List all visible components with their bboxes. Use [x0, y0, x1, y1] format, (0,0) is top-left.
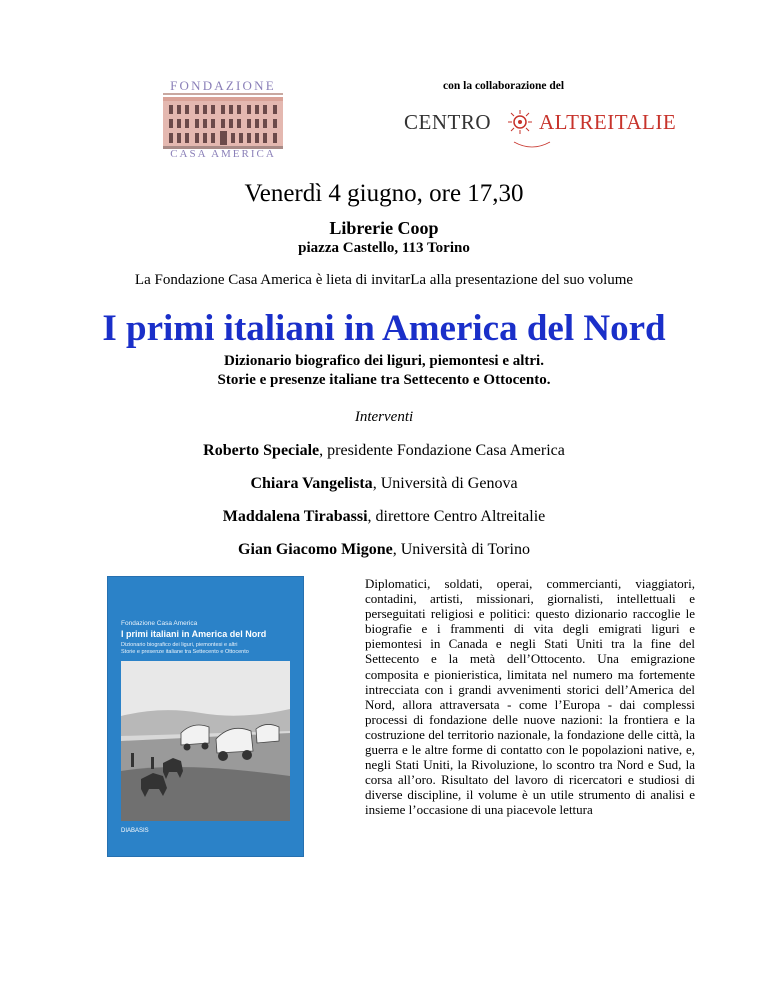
speaker-name: Chiara Vangelista	[250, 475, 373, 492]
speaker-role: , Università di Genova	[372, 475, 518, 492]
building-facade-icon	[163, 93, 283, 149]
speaker-name: Maddalena Tirabassi	[222, 508, 368, 525]
altreitalie-word: ALTREITALIE	[539, 110, 677, 134]
fondazione-logo-bottom-text: CASA AMERICA	[170, 148, 276, 160]
speaker-name: Gian Giacomo Migone	[238, 541, 393, 558]
logo-flourish-icon	[512, 138, 552, 152]
interventi-heading: Interventi	[354, 409, 414, 425]
cover-publisher-brand: DIABASIS	[121, 828, 149, 834]
book-description: Diplomatici, soldati, operai, commercianti, viaggiatori, contadini, artisti, missionari, giornalisti, intellettuali e perseguitati religiosi e politici: questo dizionario raccoglie le biografie e i frammenti di vita degli emigrati liguri e piemontesi in Canada e negli Stati Uniti tra la fine del Settecento e la metà dell’Ottocento. Una emigrazione composita e pionieristica, limitata nel numero ma fortemente intrecciata con i grandi avvenimenti storici dell’America del Nord, allora attraversata - come l’Europa - dai complessi processi di fondazione delle nuove nazioni: la frontiera e la costruzione del territorio nazionale, la fondazione delle città, la guerra e le altre forme di contatto con le popolazioni native, e, negli Stati Uniti, la Rivoluzione, lo scontro tra Nord e Sud, la corsa all’oro. Risultato del lavoro di ricercatori e studiosi di diverse discipline, il volume è un utile strumento di analisi e insieme l’occasione di una piacevole lettura	[365, 576, 695, 818]
speaker-role: , direttore Centro Altreitalie	[367, 508, 546, 525]
invitation-text: La Fondazione Casa America è lieta di invitarLa alla presentazione del suo volume	[134, 272, 634, 288]
speaker-line	[0, 442, 768, 460]
event-venue: Librerie Coop	[329, 218, 439, 238]
speaker-line	[0, 508, 768, 526]
cover-subtitle-1: Dizionario biografico dei liguri, piemontesi e altri	[121, 642, 238, 648]
book-subtitle-2: Storie e presenze italiane tra Settecento e Ottocento.	[217, 372, 551, 388]
fondazione-casa-america-logo	[160, 78, 286, 164]
speaker-name: Roberto Speciale	[203, 442, 320, 459]
speaker-line	[0, 541, 768, 559]
book-cover-image	[107, 576, 304, 857]
cover-subtitle-2: Storie e presenze italiane tra Settecento e Ottocento	[121, 649, 249, 655]
speaker-line	[0, 475, 768, 493]
speaker-role: , presidente Fondazione Casa America	[319, 442, 565, 459]
speaker-role: , Università di Torino	[392, 541, 530, 558]
event-address: piazza Castello, 113 Torino	[298, 240, 470, 256]
centro-altreitalie-logo	[404, 104, 684, 154]
event-date: Venerdì 4 giugno, ore 17,30	[244, 180, 524, 207]
book-subtitle-1: Dizionario biografico dei liguri, piemontesi e altri.	[224, 353, 544, 369]
sun-swirl-icon	[501, 106, 539, 140]
cover-publisher-line: Fondazione Casa America	[121, 620, 198, 627]
collaboration-label: con la collaborazione del	[443, 80, 565, 92]
wagon-train-engraving	[121, 661, 290, 821]
fondazione-logo-top-text: FONDAZIONE	[170, 78, 276, 93]
book-title: I primi italiani in America del Nord	[102, 308, 666, 349]
cover-title: I primi italiani in America del Nord	[121, 629, 267, 639]
centro-word: CENTRO	[404, 110, 491, 134]
